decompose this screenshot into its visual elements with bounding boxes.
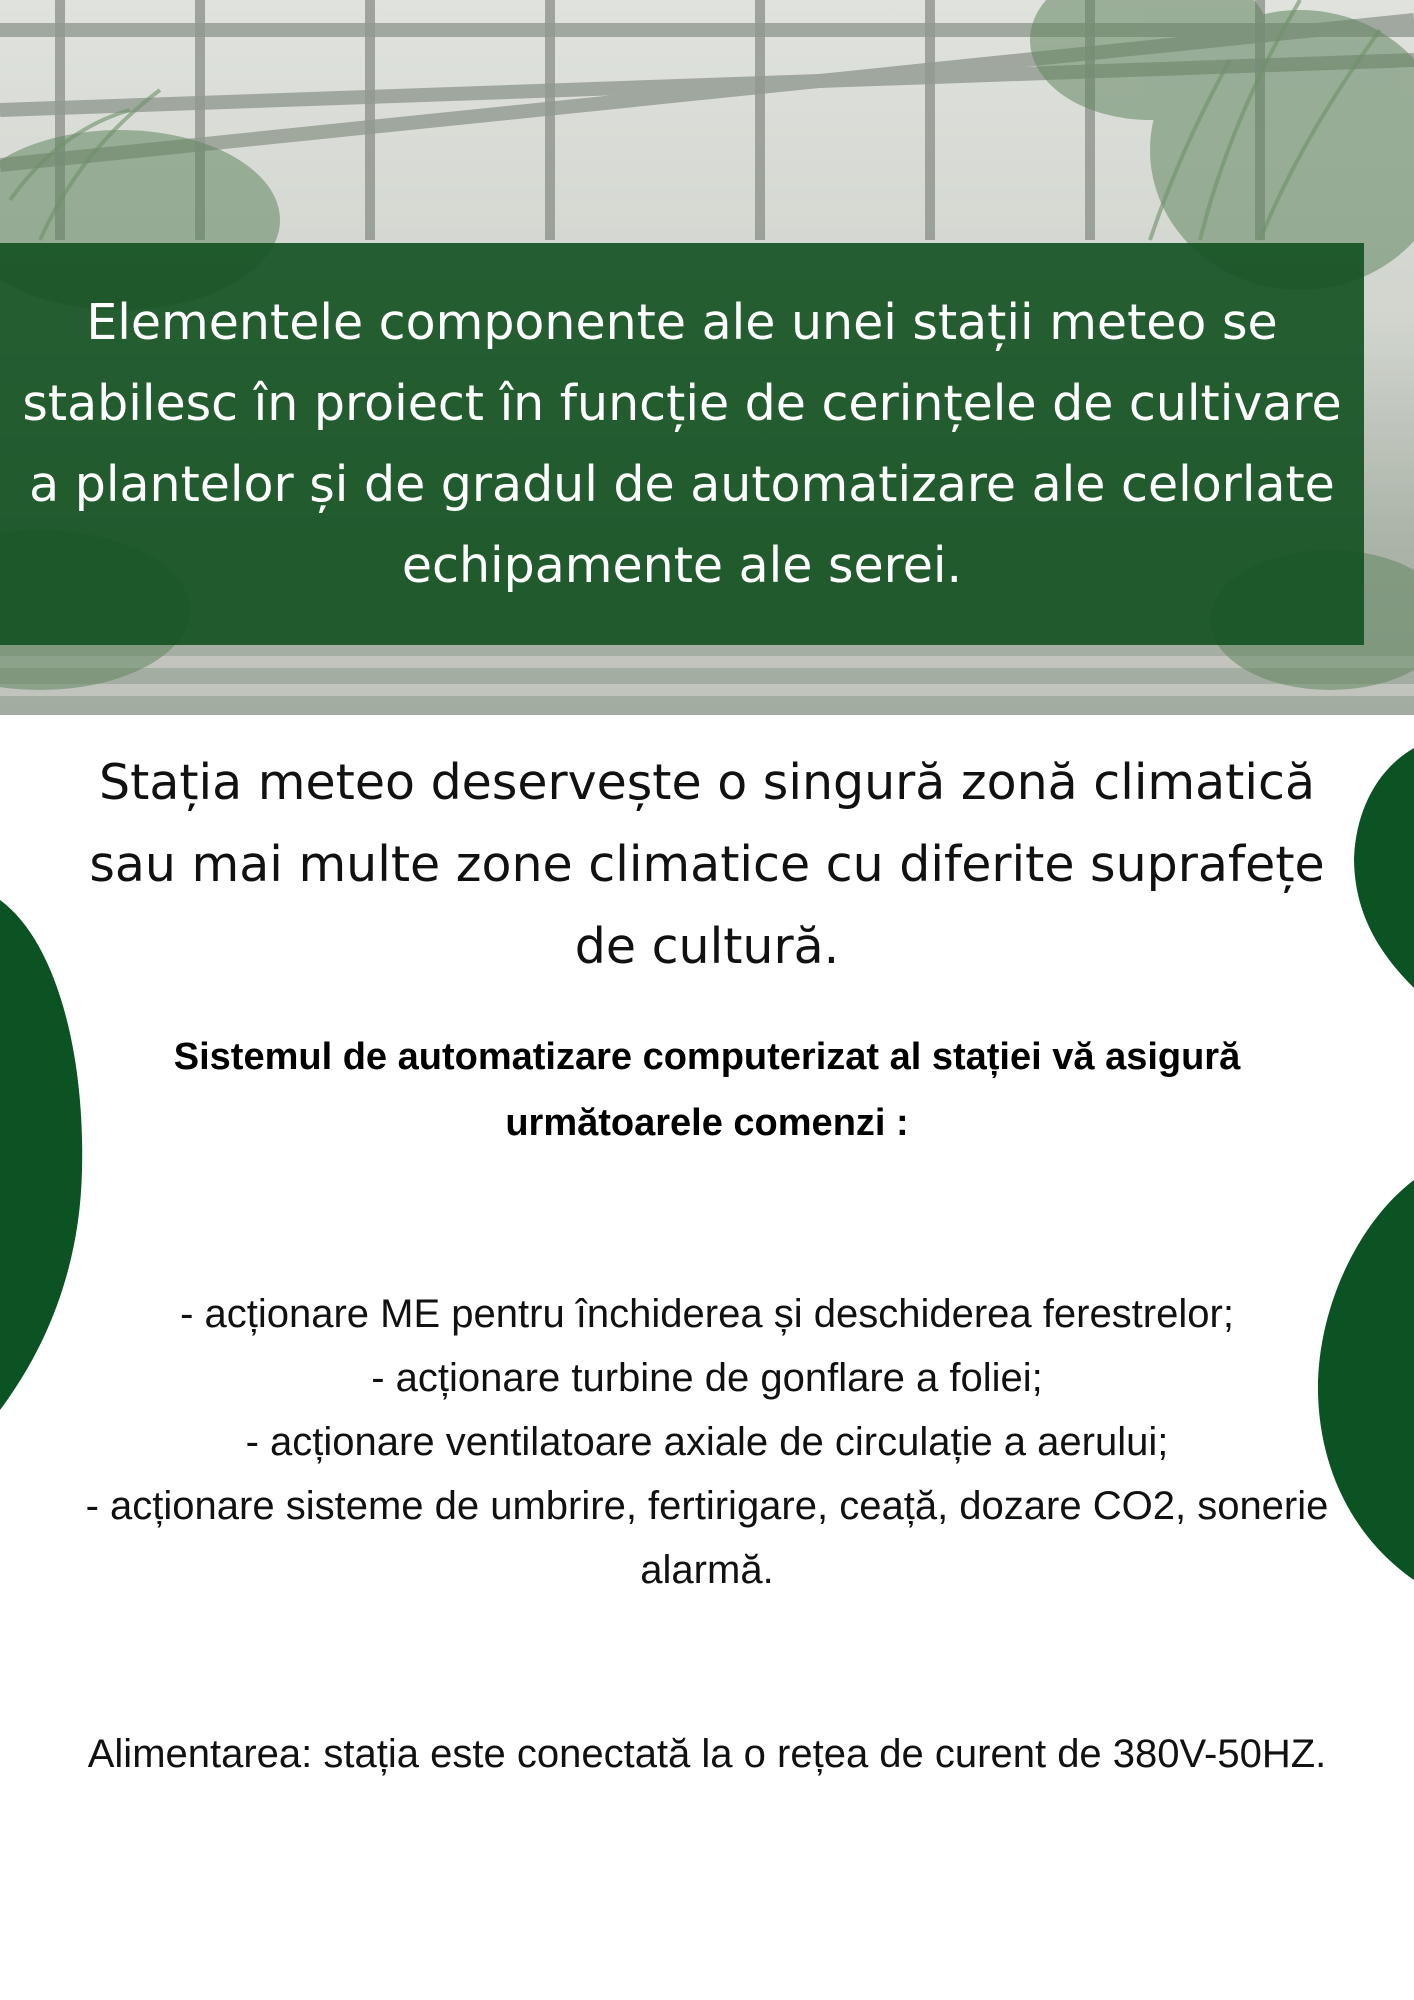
power-supply-text: Alimentarea: stația este conectată la o rețea de curent de 380V-50HZ. (87, 1732, 1327, 1776)
greenhouse-photo (0, 0, 1414, 715)
right-green-blob-top (1354, 748, 1414, 988)
caption-band (0, 243, 1364, 645)
list-item: - acționare ME pentru închiderea și deschiderea ferestrelor; (180, 1292, 1234, 1336)
list-item: - acționare sisteme de umbrire, fertirigare, ceață, dozare CO2, sonerie alarmă. (85, 1484, 1329, 1592)
list-item: - acționare ventilatoare axiale de circulație a aerului; (245, 1420, 1169, 1464)
command-list (40, 1282, 1374, 1602)
automation-heading: Sistemul de automatizare computerizat al stației vă asigură următoarele comenzi : (173, 1036, 1241, 1144)
caption-text: Elementele componente ale unei stații meteo se stabilesc în proiect în funcție de cerințele de cultivare a plantelor și de gradul de automatizare ale celorlate echipamente ale serei. (22, 294, 1342, 594)
intro-text: Stația meteo deservește o singură zonă climatică sau mai multe zone climatice cu diferite suprafețe de cultură. (89, 754, 1325, 975)
list-item: - acționare turbine de gonflare a foliei; (371, 1356, 1043, 1400)
